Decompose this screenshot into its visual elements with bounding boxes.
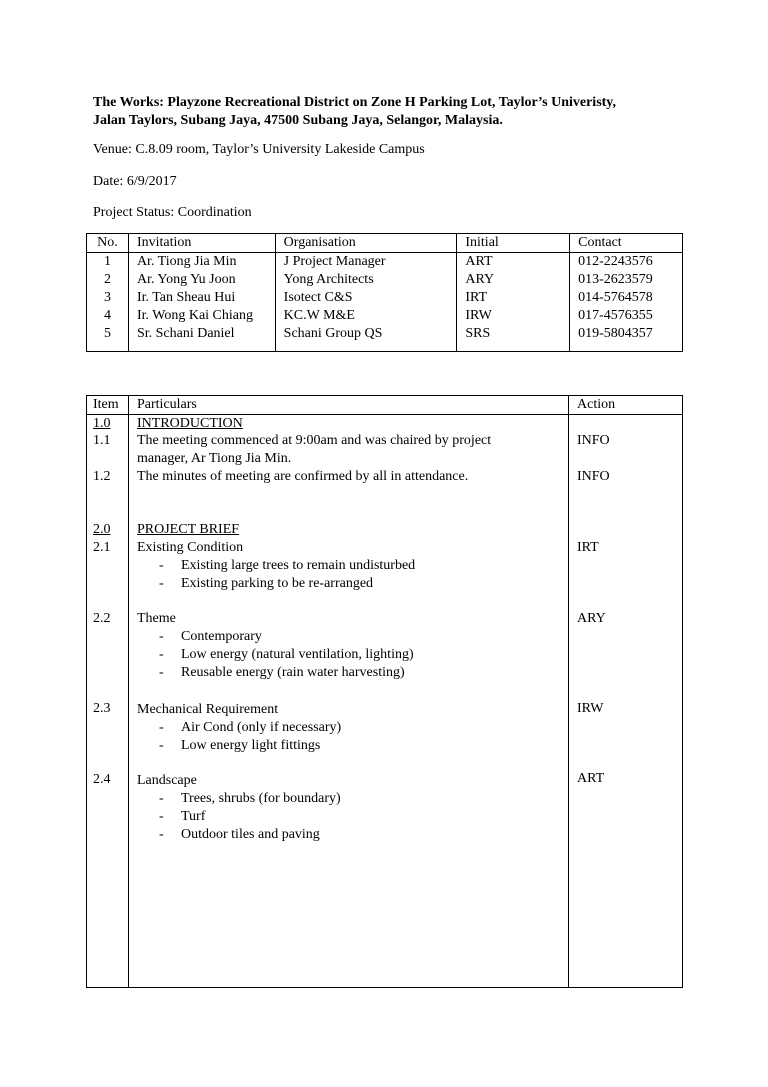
particulars-column [129, 415, 569, 988]
minutes-header-row [87, 396, 683, 415]
particular-text: The meeting commenced at 9:00am and was chaired by project [137, 433, 492, 448]
particular-text: Theme [137, 611, 176, 626]
action-code: INFO [577, 469, 610, 484]
bullet-item: - Low energy light fittings [159, 738, 321, 753]
cell-initial: SRS [457, 325, 570, 352]
attendance-header-row [87, 234, 683, 253]
cell-initial: IRW [457, 307, 570, 325]
bullet-item: - Existing parking to be re-arranged [159, 576, 374, 591]
cell-invitation: Sr. Schani Daniel [128, 325, 275, 352]
attendance-table [86, 233, 683, 352]
action-code: ART [577, 771, 605, 786]
cell-organisation: J Project Manager [275, 253, 457, 272]
attendance-row [87, 271, 683, 289]
section-heading: PROJECT BRIEF [137, 522, 240, 537]
date-line: Date: 6/9/2017 [93, 174, 177, 189]
cell-invitation: Ar. Yong Yu Joon [128, 271, 275, 289]
cell-initial: IRT [457, 289, 570, 307]
cell-no: 4 [103, 308, 111, 323]
action-column [569, 415, 683, 988]
cell-organisation: KC.W M&E [275, 307, 457, 325]
col-header-invitation: Invitation [128, 234, 275, 253]
action-code: INFO [577, 433, 610, 448]
action-code: IRW [577, 701, 604, 716]
cell-invitation: Ir. Tan Sheau Hui [128, 289, 275, 307]
cell-contact: 013-2623579 [570, 271, 683, 289]
attendance-row [87, 325, 683, 352]
col-header-organisation: Organisation [275, 234, 457, 253]
cell-no: 5 [103, 326, 111, 341]
cell-organisation: Yong Architects [275, 271, 457, 289]
col-header-contact: Contact [570, 234, 683, 253]
bullet-item: - Outdoor tiles and paving [159, 827, 320, 842]
cell-no: 1 [103, 254, 111, 269]
minutes-body-row [87, 415, 683, 988]
col-header-no: No. [87, 234, 129, 253]
bullet-item: - Air Cond (only if necessary) [159, 720, 342, 735]
cell-initial: ARY [457, 271, 570, 289]
venue-line: Venue: C.8.09 room, Taylor’s University Lakeside Campus [93, 142, 425, 157]
project-status-line: Project Status: Coordination [93, 205, 252, 220]
bullet-item: - Reusable energy (rain water harvesting) [159, 665, 405, 680]
cell-initial: ART [457, 253, 570, 272]
particular-text: manager, Ar Tiong Jia Min. [137, 451, 292, 466]
item-number-column [87, 415, 129, 988]
cell-organisation: Isotect C&S [275, 289, 457, 307]
project-title [93, 94, 693, 130]
cell-contact: 014-5764578 [570, 289, 683, 307]
item-number: 2.1 [93, 540, 111, 555]
attendance-row [87, 253, 683, 272]
item-number: 1.0 [93, 416, 111, 431]
col-header-action: Action [569, 396, 683, 415]
cell-no: 2 [103, 272, 111, 287]
col-header-item: Item [87, 396, 129, 415]
title-line-1: The Works: Playzone Recreational District on Zone H Parking Lot, Taylor’s Univeristy, [93, 95, 617, 110]
cell-invitation: Ar. Tiong Jia Min [128, 253, 275, 272]
col-header-initial: Initial [457, 234, 570, 253]
item-number: 1.1 [93, 433, 111, 448]
item-number: 2.3 [93, 701, 111, 716]
cell-contact: 012-2243576 [570, 253, 683, 272]
item-number: 2.0 [93, 522, 111, 537]
bullet-item: - Trees, shrubs (for boundary) [159, 791, 341, 806]
bullet-item: - Existing large trees to remain undisturbed [159, 558, 416, 573]
particular-text: Mechanical Requirement [137, 702, 279, 717]
action-code: IRT [577, 540, 599, 555]
title-line-2: Jalan Taylors, Subang Jaya, 47500 Subang Jaya, Selangor, Malaysia. [93, 113, 503, 128]
attendance-row [87, 307, 683, 325]
action-code: ARY [577, 611, 606, 626]
section-heading: INTRODUCTION [137, 416, 243, 431]
particular-text: Existing Condition [137, 540, 244, 555]
bullet-item: - Turf [159, 809, 206, 824]
item-number: 2.2 [93, 611, 111, 626]
item-number: 2.4 [93, 772, 111, 787]
item-number: 1.2 [93, 469, 111, 484]
cell-no: 3 [103, 290, 111, 305]
cell-organisation: Schani Group QS [275, 325, 457, 352]
bullet-item: - Contemporary [159, 629, 262, 644]
bullet-item: - Low energy (natural ventilation, lighting) [159, 647, 414, 662]
minutes-table [86, 395, 683, 988]
particular-text: The minutes of meeting are confirmed by all in attendance. [137, 469, 469, 484]
attendance-row [87, 289, 683, 307]
col-header-particulars: Particulars [129, 396, 569, 415]
particular-text: Landscape [137, 773, 197, 788]
cell-invitation: Ir. Wong Kai Chiang [128, 307, 275, 325]
cell-contact: 017-4576355 [570, 307, 683, 325]
cell-contact: 019-5804357 [570, 325, 683, 352]
